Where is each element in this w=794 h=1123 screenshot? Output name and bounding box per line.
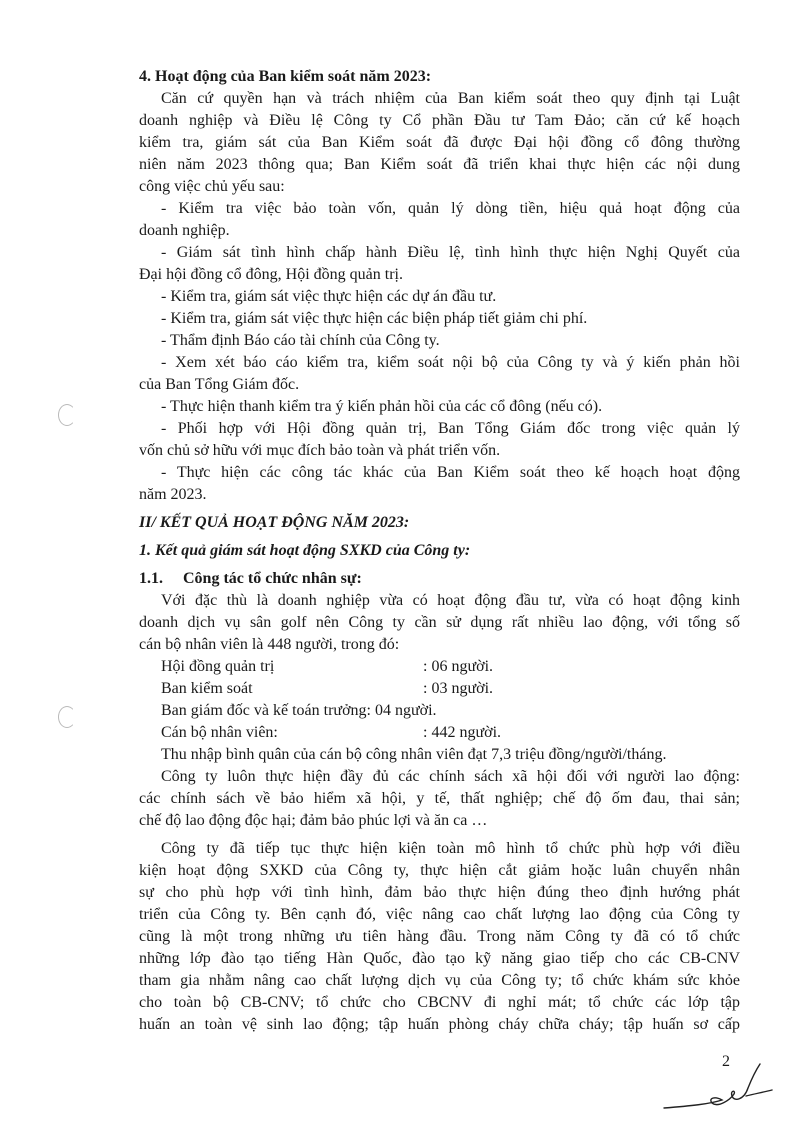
staff-row — [139, 722, 740, 744]
subsection-title: Công tác tổ chức nhân sự: — [183, 570, 362, 587]
task-item-cont: Đại hội đồng cổ đông, Hội đồng quản trị. — [139, 266, 403, 283]
paragraph-line: cho toàn bộ CB-CNV; tổ chức cho CBCNV đi nghỉ mát; tổ chức các lớp tập — [139, 994, 740, 1011]
paragraph-line: cán bộ nhân viên là 448 người, trong đó: — [139, 636, 400, 653]
paragraph-line: niên năm 2023 thông qua; Ban Kiểm soát đã triển khai thực hiện các nội dung — [139, 156, 740, 173]
paragraph-line: những lớp đào tạo tiếng Hàn Quốc, đào tạo kỹ năng giao tiếp cho các CB-CNV — [139, 950, 740, 967]
task-item: - Thẩm định Báo cáo tài chính của Công ty. — [161, 332, 440, 349]
staff-row — [139, 656, 740, 678]
income-line: Thu nhập bình quân của cán bộ công nhân viên đạt 7,3 triệu đồng/người/tháng. — [161, 746, 667, 763]
section-4-heading: 4. Hoạt động của Ban kiểm soát năm 2023: — [139, 68, 432, 85]
staff-label: Ban kiểm soát — [161, 680, 253, 697]
punch-hole-mark — [58, 404, 76, 426]
task-item: - Phối hợp với Hội đồng quản trị, Ban Tổng Giám đốc trong việc quản lý — [161, 420, 740, 437]
paragraph-line: các chính sách về bảo hiểm xã hội, y tế, thất nghiệp; chế độ ốm đau, thai sản; — [139, 790, 740, 807]
paragraph-line: công việc chủ yếu sau: — [139, 178, 285, 195]
task-item: - Giám sát tình hình chấp hành Điều lệ, tình hình thực hiện Nghị Quyết của — [161, 244, 740, 261]
document-body — [139, 66, 740, 1036]
subsection-1-heading: 1. Kết quả giám sát hoạt động SXKD của Công ty: — [139, 542, 471, 559]
paragraph-line: huấn an toàn vệ sinh lao động; tập huấn phòng cháy chữa cháy; tập huấn sơ cấp — [139, 1016, 740, 1033]
task-item-cont: năm 2023. — [139, 486, 207, 503]
paragraph-line: Với đặc thù là doanh nghiệp vừa có hoạt động đầu tư, vừa có hoạt động kinh — [161, 592, 740, 609]
task-item-cont: doanh nghiệp. — [139, 222, 230, 239]
staff-count: : 03 người. — [423, 680, 494, 697]
paragraph-line: triển của Công ty. Bên cạnh đó, việc nâng cao chất lượng lao động của Công ty — [139, 906, 740, 923]
paragraph-line: kiện hoạt động SXKD của Công ty, thực hiện cắt giảm hoặc luân chuyển nhân — [139, 862, 740, 879]
task-item: - Kiểm tra việc bảo toàn vốn, quản lý dòng tiền, hiệu quả hoạt động của — [161, 200, 740, 217]
staff-label: Hội đồng quản trị — [161, 658, 275, 675]
staff-count: : 06 người. — [423, 658, 494, 675]
paragraph-line: tham gia nhằm nâng cao chất lượng dịch vụ của Công ty; tổ chức khám sức khỏe — [139, 972, 740, 989]
staff-label: Ban giám đốc và kế toán trưởng: — [161, 702, 371, 719]
task-item-cont: vốn chủ sở hữu với mục đích bảo toàn và phát triển vốn. — [139, 442, 501, 459]
staff-count: 04 người. — [374, 702, 437, 719]
page-number: 2 — [722, 1053, 730, 1070]
paragraph-line: doanh dịch vụ sân golf nên Công ty cần sử dụng rất nhiều lao động, với tổng số — [139, 614, 740, 631]
staff-row — [139, 700, 740, 722]
subsection-number: 1.1. — [139, 570, 163, 587]
task-item: - Kiểm tra, giám sát việc thực hiện các dự án đầu tư. — [161, 288, 497, 305]
paragraph-line: chế độ lao động độc hại; đảm bảo phúc lợi và ăn ca … — [139, 812, 488, 829]
paragraph-line: Công ty luôn thực hiện đầy đủ các chính sách xã hội đối với người lao động: — [161, 768, 740, 785]
signature-mark — [660, 1060, 780, 1115]
task-item: - Thực hiện các công tác khác của Ban Kiểm soát theo kế hoạch hoạt động — [161, 464, 740, 481]
part-2-heading: II/ KẾT QUẢ HOẠT ĐỘNG NĂM 2023: — [139, 514, 410, 531]
task-item: - Thực hiện thanh kiểm tra ý kiến phản hồi của các cổ đông (nếu có). — [161, 398, 603, 415]
staff-label: Cán bộ nhân viên: — [161, 724, 278, 741]
punch-hole-mark — [58, 706, 76, 728]
staff-row — [139, 678, 740, 700]
paragraph-line: Căn cứ quyền hạn và trách nhiệm của Ban kiểm soát theo quy định tại Luật — [161, 90, 740, 107]
paragraph-line: doanh nghiệp và Điều lệ Công ty Cổ phần Đầu tư Tam Đảo; căn cứ kế hoạch — [139, 112, 740, 129]
paragraph-line: kiểm tra, giám sát của Ban Kiểm soát đã được Đại hội đồng cổ đông thường — [139, 134, 740, 151]
task-item: - Kiểm tra, giám sát việc thực hiện các biện pháp tiết giảm chi phí. — [161, 310, 588, 327]
task-item-cont: của Ban Tổng Giám đốc. — [139, 376, 300, 393]
subsection-1-1-heading — [139, 568, 740, 590]
paragraph-line: sự cho phù hợp với tình hình, đảm bảo thực hiện đúng theo định hướng phát — [139, 884, 740, 901]
staff-count: : 442 người. — [423, 724, 502, 741]
paragraph-line: cũng là một trong những ưu tiên hàng đầu. Trong năm Công ty đã có tổ chức — [139, 928, 740, 945]
paragraph-line: Công ty đã tiếp tục thực hiện kiện toàn mô hình tổ chức phù hợp với điều — [161, 840, 740, 857]
task-item: - Xem xét báo cáo kiểm tra, kiểm soát nội bộ của Công ty và ý kiến phản hồi — [161, 354, 740, 371]
